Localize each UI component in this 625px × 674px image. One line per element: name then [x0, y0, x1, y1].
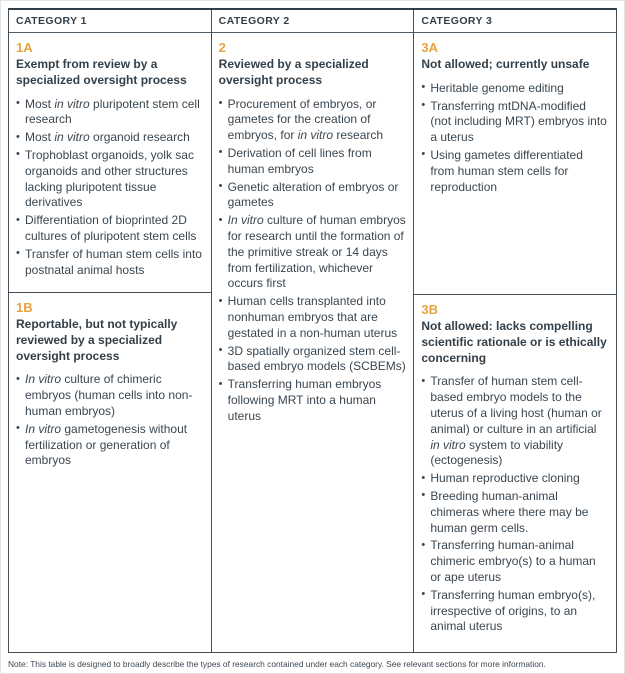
section-1a-title: Exempt from review by a specialized oversight process	[16, 57, 187, 87]
column-1-header: CATEGORY 1	[9, 10, 211, 33]
column-category-1	[9, 10, 212, 652]
section-3b	[414, 295, 616, 652]
section-2-bullet-list	[219, 97, 407, 425]
bullet-item: • Genetic alteration of embryos or gametes	[219, 180, 407, 212]
bullet-item: • Human reproductive cloning	[421, 471, 609, 487]
bullet-item: • In vitro culture of chimeric embryos (human cells into non-human embryos)	[16, 372, 204, 419]
bullet-item: • Most in vitro pluripotent stem cell research	[16, 97, 204, 129]
bullet-item: • In vitro gametogenesis without fertilization or generation of embryos	[16, 422, 204, 469]
bullet-item: • Transferring human-animal chimeric embryo(s) to a human or ape uterus	[421, 538, 609, 585]
section-1b-title: Reportable, but not typically reviewed by a specialized oversight process	[16, 317, 178, 363]
section-1a-bullet-list	[16, 97, 204, 279]
bullet-item: • Transfer of human stem cells into postnatal animal hosts	[16, 247, 204, 279]
section-2	[212, 33, 414, 652]
section-3a-bullet-list	[421, 81, 609, 196]
bullet-item: • Most in vitro organoid research	[16, 130, 204, 146]
bullet-item: • Procurement of embryos, or gametes for the creation of embryos, for in vitro research	[219, 97, 407, 144]
bullet-item: • Breeding human-animal chimeras where there may be human germ cells.	[421, 489, 609, 536]
bullet-item: • Transferring human embryos following MRT into a human uterus	[219, 377, 407, 424]
section-1a-code: 1A	[16, 40, 33, 55]
research-categories-table	[8, 8, 617, 653]
section-3a-title: Not allowed; currently unsafe	[421, 57, 590, 71]
section-2-code: 2	[218, 40, 226, 55]
bullet-item: • Transferring mtDNA-modified (not including MRT) embryos into a uterus	[421, 99, 609, 146]
bullet-item: • Derivation of cell lines from human embryos	[219, 146, 407, 178]
column-category-2	[212, 10, 415, 652]
column-3-header: CATEGORY 3	[414, 10, 616, 33]
section-3a	[414, 33, 616, 295]
bullet-item: • In vitro culture of human embryos for research until the formation of the primitive streak or 14 days from fertilization, whichever occurs first	[219, 213, 407, 292]
table-footnote: Note: This table is designed to broadly describe the types of research contained under each category. See relevant sections for more information.	[8, 659, 546, 669]
section-3b-title: Not allowed: lacks compelling scientific rationale or is ethically concerning	[421, 319, 607, 365]
bullet-item: • Trophoblast organoids, yolk sac organoids and other structures lacking pluripotent tissue derivatives	[16, 148, 204, 211]
section-2-title: Reviewed by a specialized oversight process	[218, 57, 369, 87]
bullet-item: • Transfer of human stem cell-based embryo models to the uterus of a living host (human or animal) or culture in an artificial in vitro system to viability (ectogenesis)	[421, 374, 609, 469]
section-1b-bullet-list	[16, 372, 204, 469]
bullet-item: • Using gametes differentiated from human stem cells for reproduction	[421, 148, 609, 195]
bullet-item: • Transferring human embryo(s), irrespective of origins, to an animal uterus	[421, 588, 609, 635]
column-category-3	[414, 10, 616, 652]
bullet-item: • Differentiation of bioprinted 2D cultures of pluripotent stem cells	[16, 213, 204, 245]
section-3b-bullet-list	[421, 374, 609, 635]
section-1a	[9, 33, 211, 293]
section-1b-code: 1B	[16, 300, 33, 315]
bullet-item: • 3D spatially organized stem cell-based embryo models (SCBEMs)	[219, 344, 407, 376]
bullet-item: • Heritable genome editing	[421, 81, 609, 97]
section-3b-code: 3B	[421, 302, 438, 317]
column-2-header: CATEGORY 2	[212, 10, 414, 33]
bullet-item: • Human cells transplanted into nonhuman embryos that are gestated in a non-human uterus	[219, 294, 407, 341]
section-3a-code: 3A	[421, 40, 438, 55]
section-1b	[9, 293, 211, 652]
